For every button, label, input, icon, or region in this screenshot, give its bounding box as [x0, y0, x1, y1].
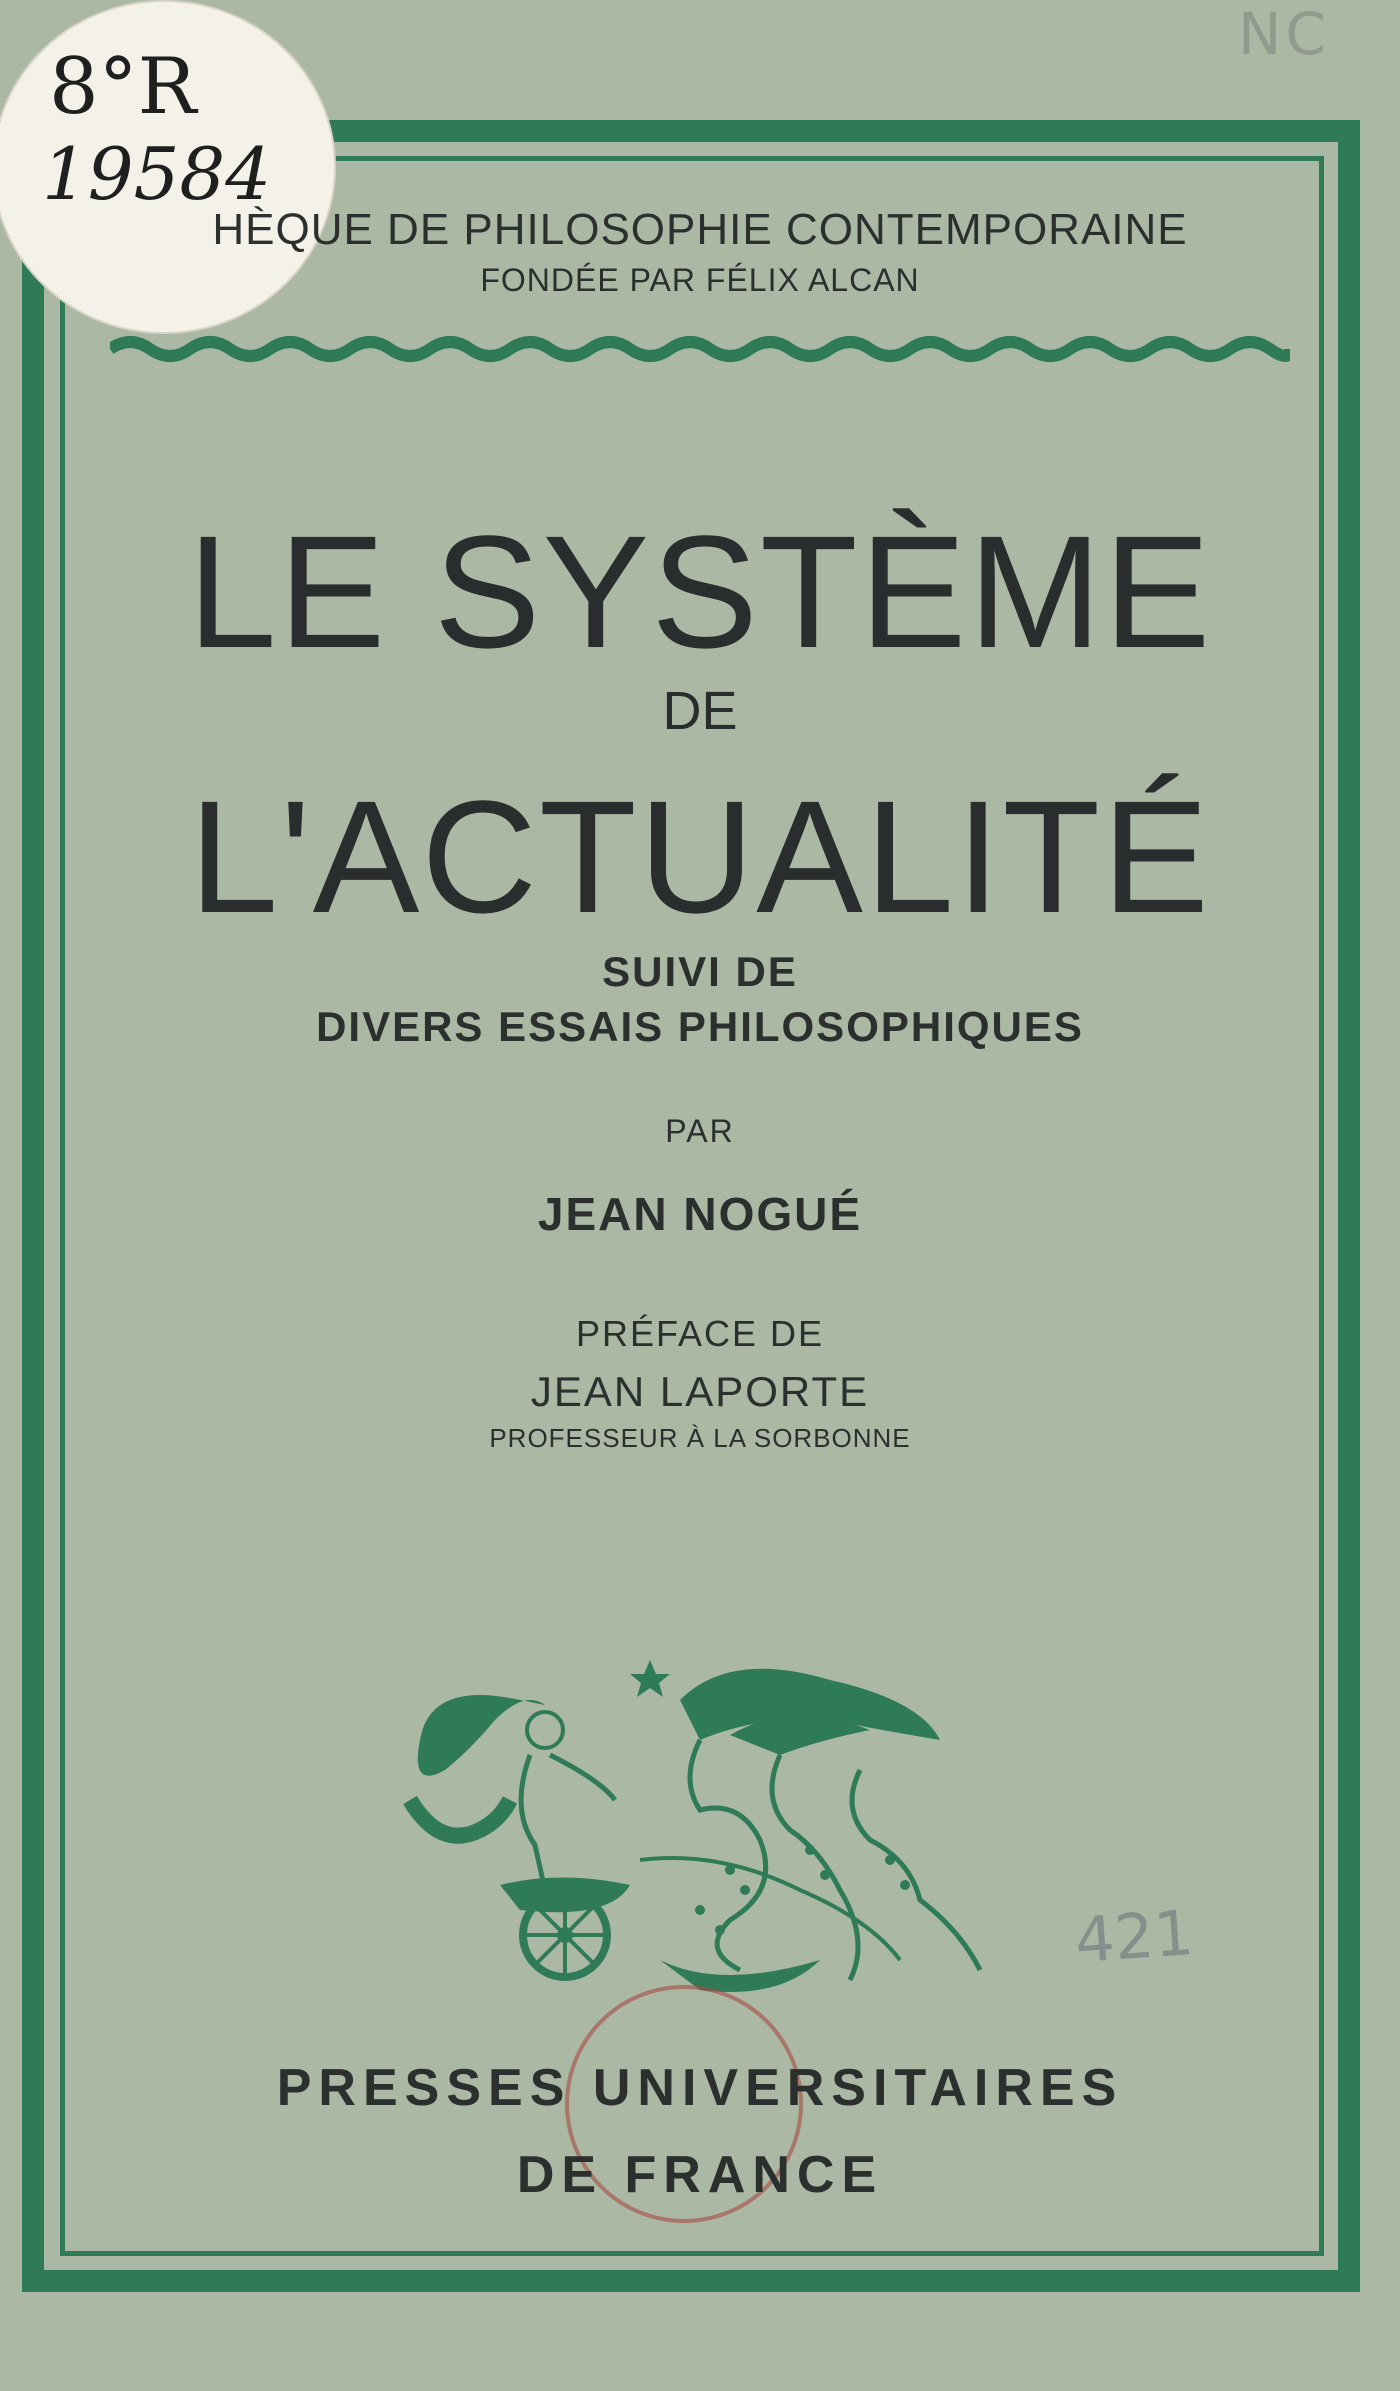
par-label: PAR [665, 1113, 735, 1149]
corner-pencil-note: NC [1238, 0, 1330, 68]
publisher-line-1: PRESSES UNIVERSITAIRES [276, 2059, 1124, 2117]
inventory-number: 19584 [42, 132, 272, 216]
publisher-line-2: DE FRANCE [516, 2146, 884, 2204]
call-number: 8°R [49, 42, 197, 132]
chariot-horses-icon [400, 1660, 990, 2020]
preface-author: JEAN LAPORTE [530, 1368, 870, 1415]
author-name: JEAN NOGUÉ [537, 1188, 863, 1240]
wave-divider [110, 330, 1290, 368]
preface-label: PRÉFACE DE [575, 1313, 825, 1354]
preface-author-role: PROFESSEUR À LA SORBONNE [489, 1423, 911, 1453]
title-line-2: L'ACTUALITÉ [189, 767, 1211, 946]
title-de: DE [662, 681, 738, 741]
series-founder: FONDÉE PAR FÉLIX ALCAN [480, 262, 920, 298]
subtitle-divers: DIVERS ESSAIS PHILOSOPHIQUES [316, 1003, 1084, 1050]
subtitle-suivi: SUIVI DE [602, 948, 798, 995]
title-line-1: LE SYSTÈME [187, 502, 1213, 681]
pencil-number: 421 [1072, 1895, 1196, 1978]
series-name: HÈQUE DE PHILOSOPHIE CONTEMPORAINE [212, 205, 1188, 254]
